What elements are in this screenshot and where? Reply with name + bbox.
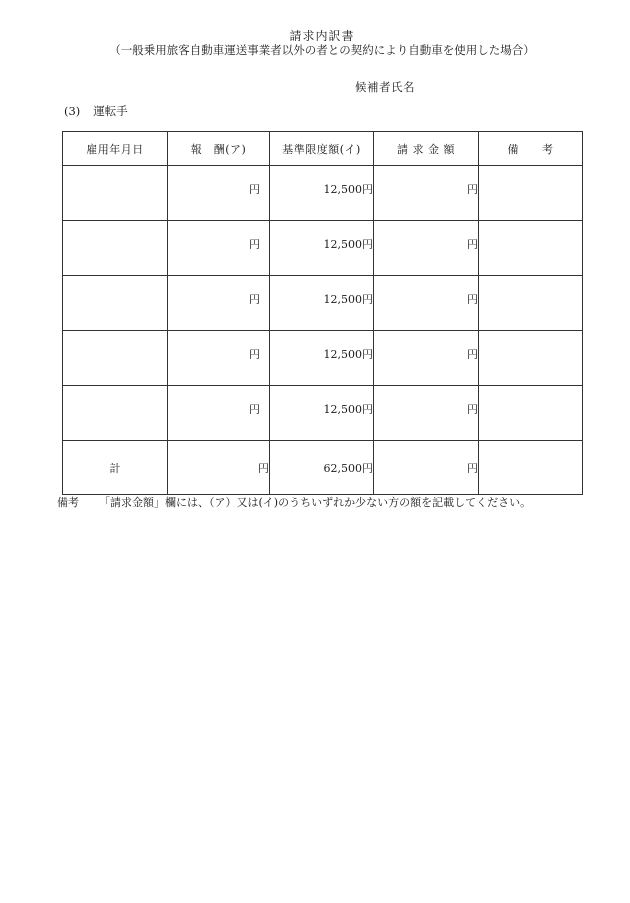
cell-standard-limit: 12,500円 bbox=[270, 221, 374, 276]
cell-employment-date bbox=[63, 331, 168, 386]
cell-total-billing-amount: 円 bbox=[374, 441, 479, 495]
section-heading bbox=[64, 104, 128, 118]
cell-total-standard-limit: 62,500円 bbox=[270, 441, 374, 495]
cell-remarks bbox=[479, 386, 583, 441]
cell-standard-limit: 12,500円 bbox=[270, 166, 374, 221]
cell-employment-date bbox=[63, 221, 168, 276]
footer-note-label: 備考 bbox=[57, 496, 79, 509]
table-total-row bbox=[63, 441, 583, 495]
cell-standard-limit: 12,500円 bbox=[270, 386, 374, 441]
cell-total-label: 計 bbox=[63, 441, 168, 495]
candidate-name-label: 候補者氏名 bbox=[355, 80, 415, 94]
column-header-billing-amount: 請 求 金 額 bbox=[374, 132, 479, 166]
cell-remarks bbox=[479, 331, 583, 386]
cell-billing-amount: 円 bbox=[374, 276, 479, 331]
table-header-row bbox=[63, 132, 583, 166]
document-title: 請求内訳書 bbox=[289, 29, 355, 43]
footer-note-text: 「請求金額」欄には、（ア）又は(イ)のうちいずれか少ない方の額を記載してください。 bbox=[99, 496, 532, 509]
section-title: 運転手 bbox=[93, 104, 128, 118]
table-row bbox=[63, 331, 583, 386]
table-row bbox=[63, 221, 583, 276]
cell-standard-limit: 12,500円 bbox=[270, 276, 374, 331]
cell-employment-date bbox=[63, 386, 168, 441]
cell-billing-amount: 円 bbox=[374, 386, 479, 441]
cell-standard-limit: 12,500円 bbox=[270, 331, 374, 386]
column-header-employment-date: 雇用年月日 bbox=[63, 132, 168, 166]
billing-table bbox=[62, 131, 583, 495]
cell-remuneration: 円 bbox=[168, 276, 270, 331]
section-number: (3) bbox=[64, 104, 81, 118]
cell-remuneration: 円 bbox=[168, 221, 270, 276]
table-row bbox=[63, 386, 583, 441]
footer-note bbox=[57, 495, 617, 510]
document-subtitle: （一般乗用旅客自動車運送事業者以外の者との契約により自動車を使用した場合） bbox=[109, 43, 535, 57]
column-header-remarks: 備 考 bbox=[479, 132, 583, 166]
cell-remuneration: 円 bbox=[168, 166, 270, 221]
cell-total-remarks bbox=[479, 441, 583, 495]
table-row bbox=[63, 276, 583, 331]
cell-remarks bbox=[479, 221, 583, 276]
cell-remarks bbox=[479, 166, 583, 221]
cell-remuneration: 円 bbox=[168, 331, 270, 386]
cell-total-remuneration: 円 bbox=[168, 441, 270, 495]
cell-remuneration: 円 bbox=[168, 386, 270, 441]
cell-billing-amount: 円 bbox=[374, 166, 479, 221]
table-row bbox=[63, 166, 583, 221]
cell-employment-date bbox=[63, 166, 168, 221]
cell-employment-date bbox=[63, 276, 168, 331]
cell-remarks bbox=[479, 276, 583, 331]
cell-billing-amount: 円 bbox=[374, 331, 479, 386]
column-header-standard-limit: 基準限度額(イ) bbox=[270, 132, 374, 166]
cell-billing-amount: 円 bbox=[374, 221, 479, 276]
column-header-remuneration: 報 酬(ア) bbox=[168, 132, 270, 166]
